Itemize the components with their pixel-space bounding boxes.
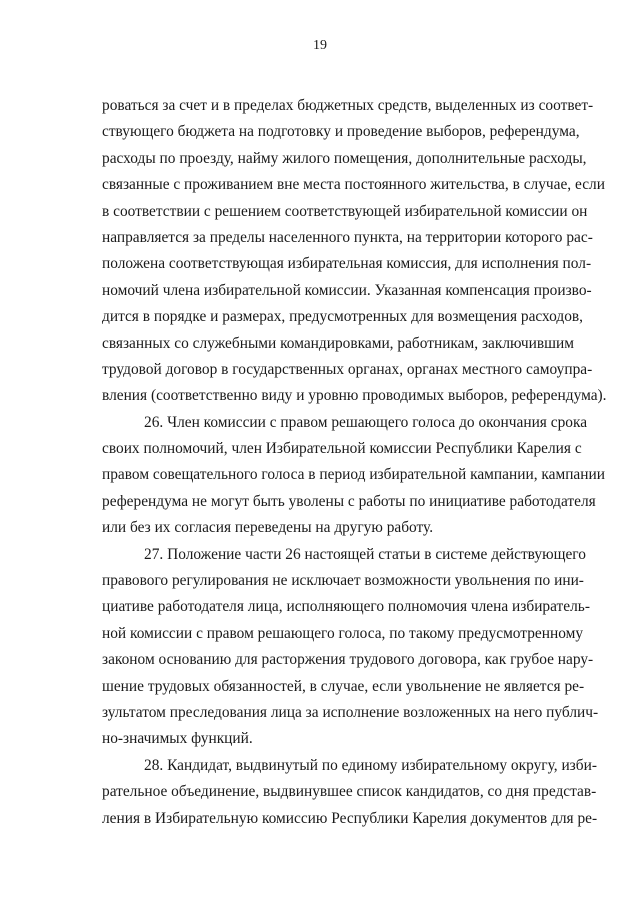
text-line: связанные с проживанием вне места постоянного жительства, в случае, если [102,176,605,194]
text-line: 26. Член комиссии с правом решающего голоса до окончания срока [144,413,588,431]
text-line: референдума не могут быть уволены с работы по инициативе работодателя [102,492,596,510]
text-line: правового регулирования не исключает возможности увольнения по ини- [102,572,584,590]
text-line: ления в Избирательную комиссию Республики Карелия документов для ре- [102,809,598,827]
text-line: или без их согласия переведены на другую работу. [102,519,434,537]
text-line: рательное объединение, выдвинувшее список кандидатов, со дня представ- [102,783,597,801]
text-line: трудовой договор в государственных органах, органах местного самоупра- [102,360,593,378]
text-line: законом основанию для расторжения трудового договора, как грубое нару- [102,651,594,669]
text-line: своих полномочий, член Избирательной комиссии Республики Карелия с [102,440,582,458]
text-line: направляется за пределы населенного пункта, на территории которого рас- [102,228,593,246]
text-line: дится в порядке и размерах, предусмотренных для возмещения расходов, [102,308,584,326]
text-line: шение трудовых обязанностей, в случае, если увольнение не является ре- [102,677,585,695]
text-line: зультатом преследования лица за исполнение возложенных на него публич- [102,703,599,721]
text-line: 28. Кандидат, выдвинутый по единому избирательному округу, изби- [144,756,597,774]
text-line: расходы по проезду, найму жилого помещения, дополнительные расходы, [102,149,587,167]
text-line: но-значимых функций. [102,730,253,748]
text-line: правом совещательного голоса в период избирательной кампании, кампании [102,466,605,484]
text-line: положена соответствующая избирательная комиссия, для исполнения пол- [102,255,592,273]
body-text [102,93,607,832]
text-line: в соответствии с решением соответствующей избирательной комиссии он [102,202,588,220]
page-number: 19 [313,38,327,53]
text-line: роваться за счет и в пределах бюджетных средств, выделенных из соответ- [102,97,594,114]
text-line: циативе работодателя лица, исполняющего полномочия члена избиратель- [102,598,590,616]
text-line: 27. Положение части 26 настоящей статьи в системе действующего [144,545,586,563]
text-line: ной комиссии с правом решающего голоса, по такому предусмотренному [102,624,584,642]
text-line: ствующего бюджета на подготовку и проведение выборов, референдума, [102,123,580,141]
text-line: номочий члена избирательной комиссии. Указанная компенсация произво- [102,281,592,299]
text-line: связанных со служебными командировками, работникам, заключившим [102,334,574,352]
text-line: вления (соответственно виду и уровню проводимых выборов, референдума). [102,387,607,405]
